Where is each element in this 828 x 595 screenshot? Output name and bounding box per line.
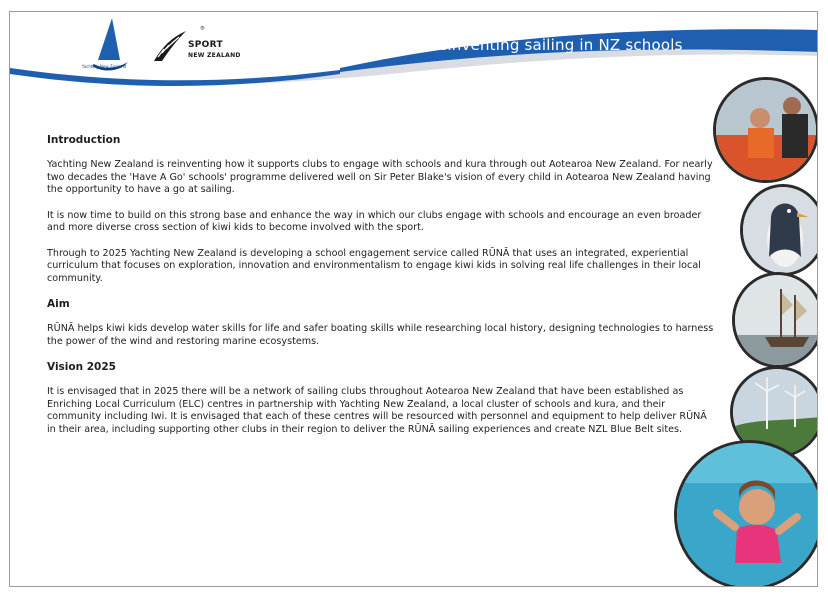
main-content [47,134,717,449]
aim-paragraph: RŪNĀ helps kiwi kids develop water skills for life and safer boating skills while researching local history, designing technologies to harness the power of the wind and restoring marine ecosystems. [47,323,714,347]
heading-aim: Aim [47,298,70,310]
historic-ship-photo [732,272,818,368]
intro-paragraph-3: Through to 2025 Yachting New Zealand is developing a school engagement service called RŪNĀ that uses an integrated, experiential curriculum that focuses on exploration, innovation and environmentalism to engage kiwi kids in solving real life challenges in their local community. [47,247,701,284]
header-tagline: Reinventing sailing in NZ schools [428,36,683,54]
sport-nz-logo-line2: NEW ZEALAND [188,52,241,59]
sport-nz-mark: ® [200,26,205,32]
sport-nz-logo-line1: SPORT [188,40,223,50]
intro-paragraph-2: It is now time to build on this strong base and enhance the way in which our clubs engage with schools and encourage an even broader and more diverse cross section of kiwi kids to become involved with the sport. [47,209,702,233]
heading-vision-2025: Vision 2025 [47,361,116,373]
heading-introduction: Introduction [47,134,121,146]
penguin-photo [740,184,818,276]
vision-paragraph: It is envisaged that in 2025 there will be a network of sailing clubs throughout Aotearoa New Zealand that have been established as Enriching Local Curriculum (ELC) centres in partnership with Yachting New Zealand, a local cluster of schools and kura, and their community including Iwi. It is envisaged that each of these centres will be resourced with personnel and equipment to help deliver RŪNĀ in their area, including supporting other clubs in their region to deliver the RŪNĀ sailing experiences and create NZL Blue Belt sites. [47,386,707,435]
sailing-kids-photo [713,77,818,183]
swimming-girl-photo [674,440,818,587]
intro-paragraph-1: Yachting New Zealand is reinventing how it supports clubs to engage with schools and kura through out Aotearoa New Zealand. For nearly two decades the 'Have A Go' schools' programme delivered well on Sir Peter Blake's vision of every child in Aotearoa New Zealand having the opportunity to have a go at sailing. [47,159,713,195]
page-frame [9,11,818,587]
yachting-nz-logo-text: Yachting New Zealand [81,64,127,69]
